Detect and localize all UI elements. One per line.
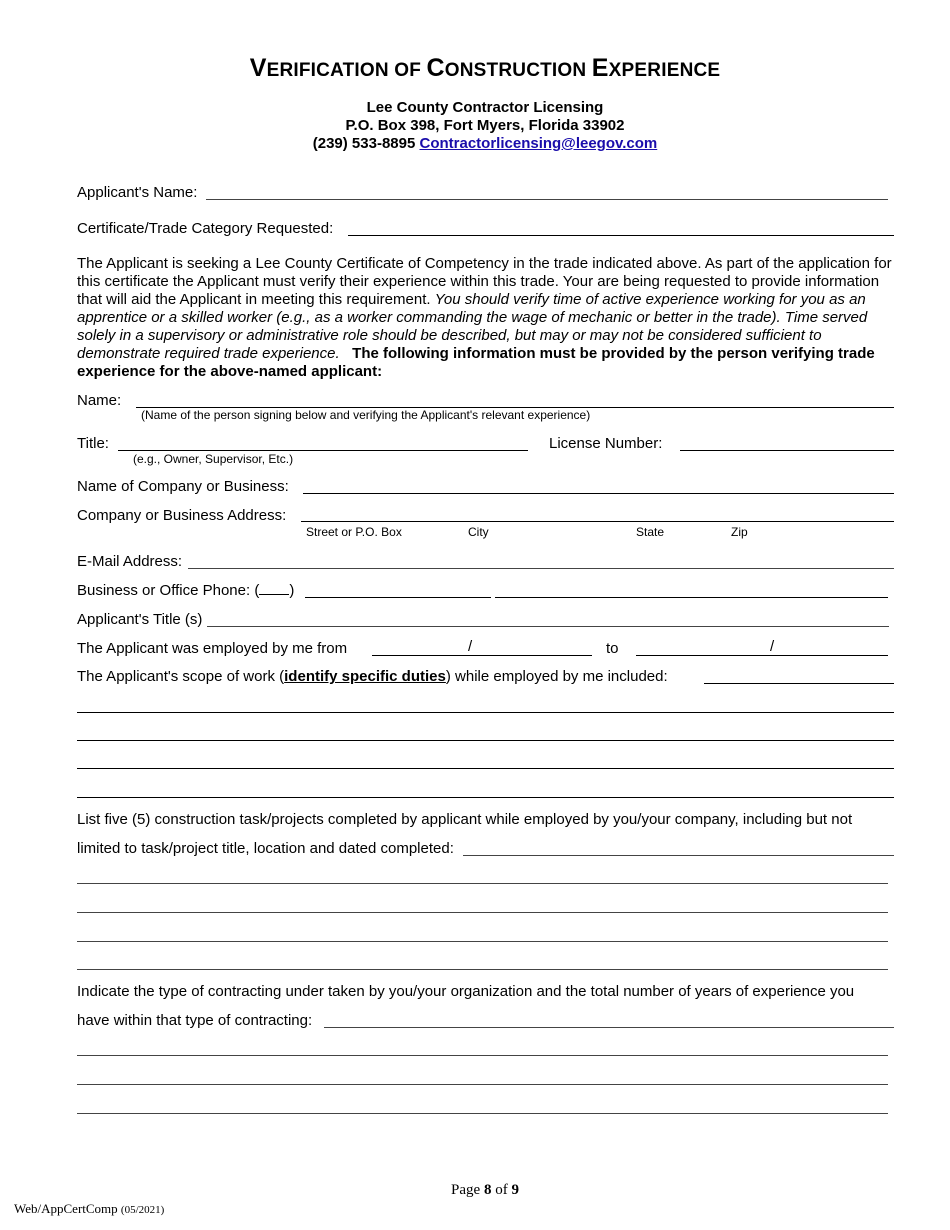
phone-label: Business or Office Phone: ( )	[77, 582, 295, 599]
applicant-name-field[interactable]	[206, 199, 888, 200]
address-state-hint: State	[636, 525, 665, 539]
scope-of-work-label: The Applicant's scope of work (identify specific duties) while employed by me included:	[77, 668, 668, 685]
scope-of-work-field[interactable]	[704, 683, 894, 684]
verifier-title-label: Title:	[77, 435, 109, 452]
license-number-field[interactable]	[680, 450, 894, 451]
address-zip-hint: Zip	[731, 525, 748, 539]
org-phone: (239) 533-8895	[312, 135, 416, 152]
email-label: E-Mail Address:	[77, 553, 183, 570]
verifier-title-hint: (e.g., Owner, Supervisor, Etc.)	[133, 452, 294, 466]
phone-field-extra[interactable]	[495, 597, 888, 598]
address-street-hint: Street or P.O. Box	[306, 525, 402, 539]
contracting-line-1[interactable]	[77, 1055, 888, 1056]
contracting-prompt-line2: have within that type of contracting:	[77, 1012, 313, 1029]
phone-field[interactable]	[305, 597, 491, 598]
org-address: P.O. Box 398, Fort Myers, Florida 33902	[345, 117, 625, 134]
form-code: Web/AppCertComp (05/2021)	[14, 1201, 165, 1216]
projects-prompt-line2: limited to task/project title, location and dated completed:	[77, 840, 454, 857]
verifier-title-field[interactable]	[118, 450, 528, 451]
contracting-line-3[interactable]	[77, 1113, 888, 1114]
address-city-hint: City	[468, 525, 489, 539]
org-contact	[0, 135, 950, 152]
scope-line-3[interactable]	[77, 768, 894, 769]
scope-line-4[interactable]	[77, 797, 894, 798]
company-address-label: Company or Business Address:	[77, 507, 287, 524]
projects-field[interactable]	[463, 855, 894, 856]
projects-line-4[interactable]	[77, 969, 888, 970]
projects-prompt-line1: List five (5) construction task/projects completed by applicant while employed by you/your company, including but not	[77, 811, 853, 828]
page-number: Page 8 of 9	[451, 1182, 519, 1198]
employed-to-field[interactable]	[636, 655, 888, 656]
contracting-field[interactable]	[324, 1027, 894, 1028]
employed-from-field[interactable]	[372, 655, 592, 656]
company-address-field[interactable]	[301, 521, 894, 522]
company-name-field[interactable]	[303, 493, 894, 494]
contracting-line-2[interactable]	[77, 1084, 888, 1085]
employed-to-label: to	[606, 640, 619, 657]
certificate-category-label: Certificate/Trade Category Requested:	[77, 220, 334, 237]
applicant-title-label: Applicant's Title (s)	[77, 611, 203, 628]
email-link[interactable]: Contractorlicensing@leegov.com	[419, 135, 658, 152]
projects-line-1[interactable]	[77, 883, 888, 884]
contracting-prompt-line1: Indicate the type of contracting under taken by you/your organization and the total number of years of experience you	[77, 983, 855, 1000]
org-name: Lee County Contractor Licensing	[366, 99, 604, 116]
page-title: VERIFICATION OF CONSTRUCTION EXPERIENCE	[249, 54, 721, 82]
scope-line-2[interactable]	[77, 740, 894, 741]
company-name-label: Name of Company or Business:	[77, 478, 289, 495]
verifier-name-label: Name:	[77, 392, 122, 409]
employed-from-label: The Applicant was employed by me from	[77, 640, 348, 657]
license-number-label: License Number:	[549, 435, 663, 452]
applicant-title-field[interactable]	[207, 626, 889, 627]
employed-to-slash: /	[770, 638, 775, 655]
email-field[interactable]	[188, 568, 894, 569]
applicant-name-label: Applicant's Name:	[77, 184, 198, 201]
instructions-paragraph: The Applicant is seeking a Lee County Certificate of Competency in the trade indicated above. As part of the application for this certificate the Applicant must verify their experience within this trade. Your are being requested to provide information that will aid the Applicant in meeting this requirement. You should verify time of active experience working for you as an apprentice or a skilled worker (e.g., as a worker commanding the wage of mechanic or better in the trade). Time served solely in a supervisory or administrative role should be described, but may or may not be considered sufficient to demonstrate required trade experience. The following information must be provided by the person verifying trade experience for the above-named applicant:	[77, 255, 892, 380]
projects-line-3[interactable]	[77, 941, 888, 942]
scope-line-1[interactable]	[77, 712, 894, 713]
projects-line-2[interactable]	[77, 912, 888, 913]
verifier-name-hint: (Name of the person signing below and verifying the Applicant's relevant experience)	[141, 408, 591, 422]
employed-from-slash: /	[468, 638, 473, 655]
certificate-category-field[interactable]	[348, 235, 894, 236]
